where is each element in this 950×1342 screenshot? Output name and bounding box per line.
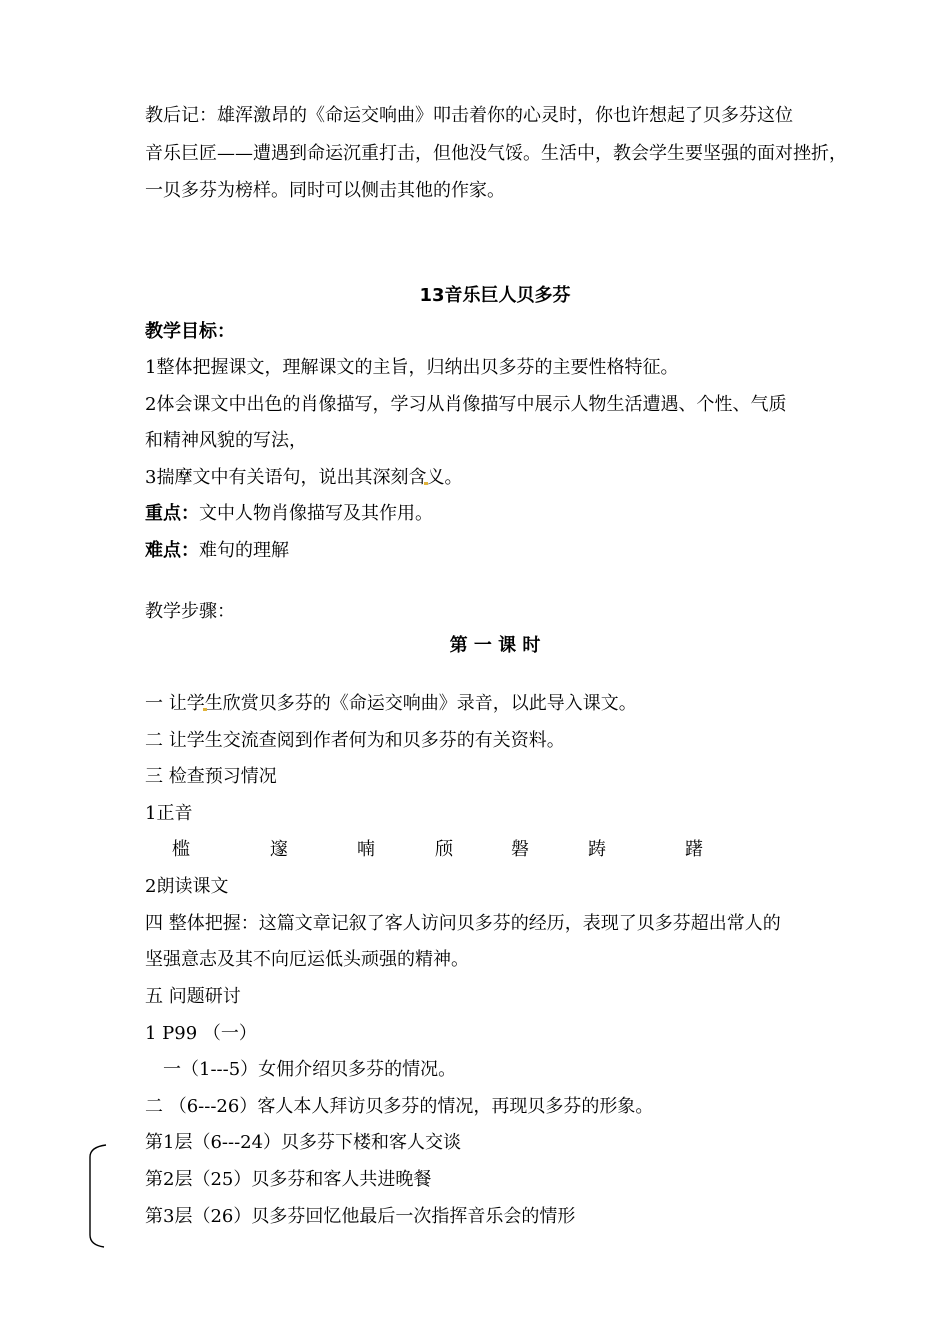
difficulty-text: 难句的理解 bbox=[199, 540, 289, 561]
char-item: 磐 bbox=[511, 839, 529, 860]
part-2: 二 （6---26）客人本人拜访贝多芬的情况，再现贝多芬的形象。 bbox=[145, 1096, 654, 1117]
char-item: 槛 bbox=[172, 839, 190, 860]
step-2: 二 让学生交流查阅到作者何为和贝多芬的有关资料。 bbox=[145, 730, 565, 751]
objective-1: 1整体把握课文，理解课文的主旨，归纳出贝多芬的主要性格特征。 bbox=[145, 357, 679, 378]
afterword-line-3: 一贝多芬为榜样。同时可以侧击其他的作家。 bbox=[145, 180, 505, 201]
layer-2: 第2层（25）贝多芬和客人共进晚餐 bbox=[145, 1169, 432, 1190]
step-3-2: 2朗读课文 bbox=[145, 876, 229, 897]
key-point-label: 重点： bbox=[145, 503, 199, 524]
objectives-heading: 教学目标： bbox=[145, 321, 235, 342]
afterword-line-2: 音乐巨匠——遭遇到命运沉重打击，但他没气馁。生活中，教会学生要坚强的面对挫折， bbox=[145, 143, 847, 164]
step-3: 三 检查预习情况 bbox=[145, 766, 277, 787]
objective-2-line-1: 2体会课文中出色的肖像描写，学习从肖像描写中展示人物生活遭遇、个性、气质 bbox=[145, 394, 787, 415]
period-title: 第 一 课 时 bbox=[449, 635, 541, 656]
bracket-icon bbox=[84, 1143, 110, 1249]
step-4-line-2: 坚强意志及其不向厄运低头顽强的精神。 bbox=[145, 949, 469, 970]
objective-3-text: 3揣摩文中有关语句，说出其深刻含 bbox=[145, 467, 427, 488]
step-1 bbox=[145, 692, 637, 716]
objective-3-end: 义。 bbox=[426, 467, 463, 488]
char-item: 颀 bbox=[435, 839, 453, 860]
objective-3 bbox=[145, 466, 462, 490]
lesson-title: 13音乐巨人贝多芬 bbox=[419, 285, 571, 306]
steps-heading: 教学步骤： bbox=[145, 601, 235, 622]
pronunciation-characters bbox=[0, 838, 950, 862]
step-5: 五 问题研讨 bbox=[145, 986, 241, 1007]
char-item: 喃 bbox=[357, 839, 375, 860]
layer-1: 第1层（6---24）贝多芬下楼和客人交谈 bbox=[145, 1132, 462, 1153]
step-4-line-1: 四 整体把握：这篇文章记叙了客人访问贝多芬的经历，表现了贝多芬超出常人的 bbox=[145, 913, 781, 934]
key-point-text: 文中人物肖像描写及其作用。 bbox=[199, 503, 433, 524]
objective-2-line-2: 和精神风貌的写法， bbox=[145, 430, 307, 451]
layer-3: 第3层（26）贝多芬回忆他最后一次指挥音乐会的情形 bbox=[145, 1206, 576, 1227]
step-3-1: 1正音 bbox=[145, 803, 193, 824]
char-item: 躇 bbox=[685, 839, 703, 860]
difficulty-label: 难点： bbox=[145, 540, 199, 561]
key-point bbox=[145, 502, 433, 526]
step-5-1: 1 P99 （一） bbox=[145, 1023, 257, 1044]
char-item: 邃 bbox=[270, 839, 288, 860]
part-1: 一（1---5）女佣介绍贝多芬的情况。 bbox=[163, 1059, 457, 1080]
difficulty bbox=[145, 539, 289, 563]
step-1-text-b: 生欣赏贝多芬的《命运交响曲》录音，以此导入课文。 bbox=[204, 693, 637, 714]
step-1-text-a: 一 让学 bbox=[145, 693, 205, 714]
afterword-line-1: 教后记：雄浑激昂的《命运交响曲》叩击着你的心灵时，你也许想起了贝多芬这位 bbox=[145, 105, 793, 126]
char-item: 踌 bbox=[588, 839, 606, 860]
